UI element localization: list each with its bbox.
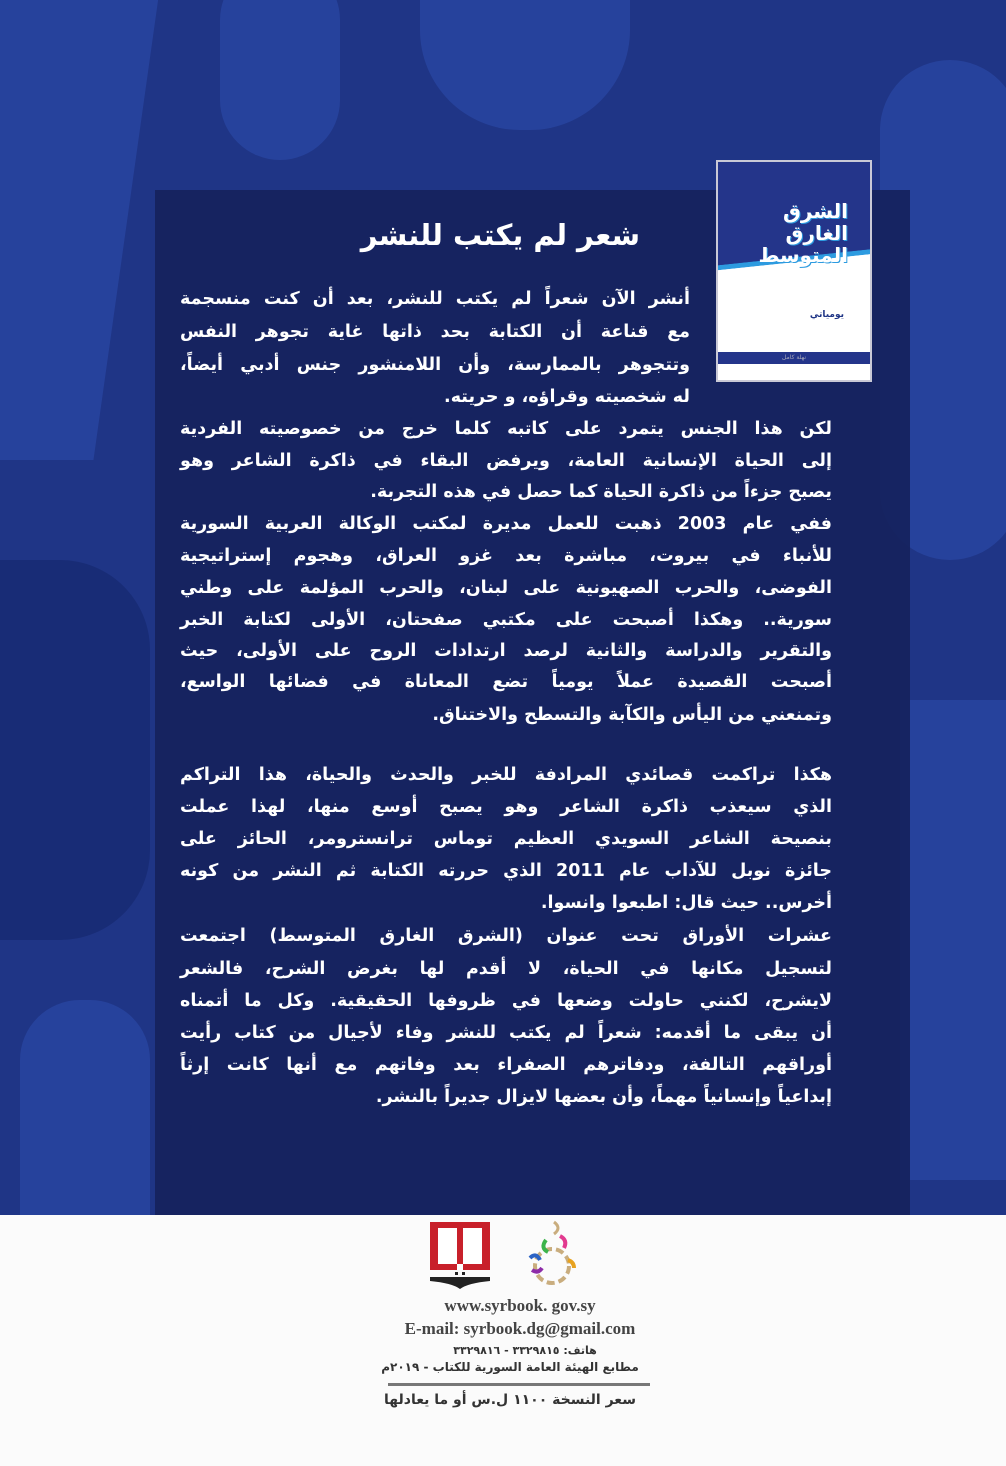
body-text-line: وتمنعني من اليأس والكآبة والتسطح والاختناق.	[432, 705, 832, 725]
bg-letter-shape	[420, 0, 630, 130]
phone-numbers: هاتف: ٣٣٢٩٨١٥ - ٣٣٢٩٨١٦	[453, 1344, 597, 1357]
thumbnail-title: الشرق الغارق المتوسط	[758, 199, 848, 267]
email-address[interactable]: E-mail: syrbook.dg@gmail.com	[404, 1319, 636, 1338]
body-text-line: جائزة نوبل للآداب عام 2011 الذي حررته الكتابة ثم النشر من كونه	[180, 861, 832, 881]
body-text-line: الفوضى، والحرب الصهيونية على لبنان، والحرب المؤلمة على وطني	[180, 578, 832, 598]
cover-thumbnail	[716, 160, 872, 382]
body-text-line: عشرات الأوراق تحت عنوان (الشرق الغارق المتوسط) اجتمعت	[180, 926, 832, 946]
body-text-line: أخرس.. حيث قال: اطبعوا وانسوا.	[540, 893, 832, 913]
body-text-line: مع قناعة أن الكتابة بحد ذاتها غاية تجوهر النفس	[180, 322, 690, 342]
body-text-line: أوراقهم التالفة، ودفاترهم الصفراء بعد وفاتهم مع أنها كانت إرثاً	[180, 1055, 832, 1075]
back-cover-heading: شعر لم يكتب للنشر	[360, 218, 640, 252]
body-text-line: الذي سيعذب ذاكرة الشاعر وهو يصبح أوسع منها، لهذا عملت	[180, 797, 832, 817]
thumbnail-author: نهلة كامل	[718, 352, 870, 364]
body-text-line: للأنباء في بيروت، مباشرة بعد غزو العراق، وهجوم إستراتيجية	[180, 546, 832, 566]
body-text-line: يصبح جزءاً من ذاكرة الحياة كما حصل في هذه التجربة.	[370, 482, 832, 502]
body-text-line: وتتجوهر بالممارسة، وأن اللامنشور جنس أدبي أيضاً،	[180, 355, 690, 375]
bg-letter-shape	[20, 1000, 150, 1215]
bg-letter-shape	[0, 0, 167, 460]
thumbnail-genre: يومياتي	[809, 310, 844, 320]
bg-letter-shape	[220, 0, 340, 160]
body-text-line: والتقرير والدراسة والثانية لرصد ارتدادات الروح على الأولى، حيث	[180, 641, 832, 661]
footer-divider	[388, 1383, 650, 1386]
body-text-line: إلى الحياة الإنسانية العامة، ويرفض البقاء في ذاكرة الشاعر وهو	[180, 451, 832, 471]
body-text-line: أن يبقى ما أقدمه: شعراً لم يكتب للنشر وفاء لأجيال من كتاب رأيت	[180, 1023, 832, 1043]
body-text-line: لكن هذا الجنس يتمرد على كاتبه كلما خرج من خصوصيته الفردية	[180, 419, 832, 439]
syrian-book-authority-logo	[428, 1220, 492, 1290]
body-text-line: ففي عام 2003 ذهبت للعمل مديرة لمكتب الوكالة العربية السورية	[180, 514, 832, 534]
bg-letter-shape	[0, 560, 150, 940]
body-text-line: هكذا تراكمت قصائدي المرادفة للخبر والحدث والحياة، هذا التراكم	[180, 765, 832, 785]
body-text-line: أنشر الآن شعراً لم يكتب للنشر، بعد أن كنت منسجمة	[180, 289, 690, 309]
body-text-line: سورية.. وهكذا أصبحت على مكتبي صفحتان، الأولى لكتابة الخبر	[180, 610, 832, 630]
website-link[interactable]: www.syrbook. gov.sy	[444, 1296, 596, 1315]
body-text-line: أصبحت القصيدة عملاً يومياً تضع المعاناة في فضائها الواسع،	[180, 672, 832, 692]
publisher-footer	[0, 1215, 1006, 1466]
price-label: سعر النسخة ١١٠٠ ل.س أو ما يعادلها	[384, 1392, 636, 1408]
body-text-line: إبداعياً وإنسانياً مهماً، وأن بعضها لايزال جديراً بالنشر.	[375, 1087, 832, 1107]
body-text-line: له شخصيته وقراؤه، و حريته.	[444, 387, 690, 407]
printer-credit: مطابع الهيئة العامة السورية للكتاب - ٢٠١٩م	[381, 1360, 639, 1374]
body-text-line: لتسجيل مكانها في الحياة، لا أقدم لها بغرض الشرح، فالشعر	[180, 959, 832, 979]
bg-letter-shape	[900, 700, 1006, 1180]
body-text-line: لايشرح، لكنني حاولت وضعها في ظروفها الحقيقية. وكل ما أتمناه	[180, 991, 832, 1011]
body-text-line: بنصيحة الشاعر السويدي العظيم توماس ترانسترومر، الحائز على	[180, 829, 832, 849]
ministry-of-culture-logo	[524, 1218, 580, 1294]
